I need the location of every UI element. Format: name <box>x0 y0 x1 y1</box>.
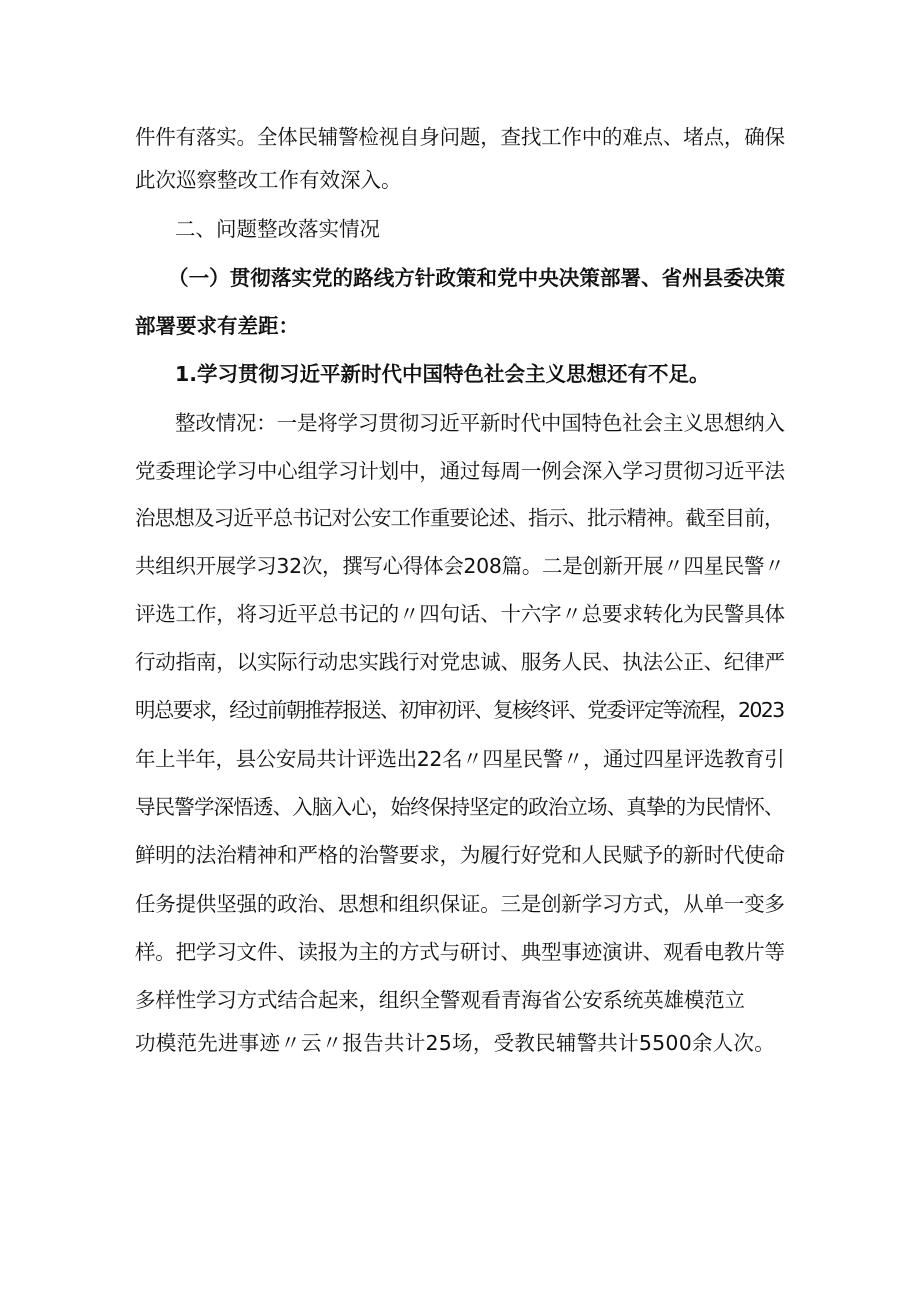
text-line: 党委理论学习中心组学习计划中，通过每周一例会深入学习贯彻习近平法 <box>135 459 785 483</box>
section-heading: 二、问题整改落实情况 <box>175 217 380 241</box>
text-line: 整改情况：一是将学习贯彻习近平新时代中国特色社会主义思想纳入 <box>175 411 785 435</box>
text-line: 多样性学习方式结合起来，组织全警观看青海省公安系统英雄模范立 <box>135 988 745 1012</box>
text-line: 行动指南，以实际行动忠实践行对党忠诚、服务人民、执法公正、纪律严 <box>135 650 785 674</box>
text-line: 评选工作，将习近平总书记的〃四句话、十六字〃总要求转化为民警具体 <box>135 602 785 626</box>
item-heading: 1.学习贯彻习近平新时代中国特色社会主义思想还有不足。 <box>175 362 710 386</box>
text-line: 件件有落实。全体民辅警检视自身问题，查找工作中的难点、堵点，确保 <box>135 125 785 149</box>
text-line: 共组织开展学习32次，撰写心得体会208篇。二是创新开展〃四星民警〃 <box>135 554 785 578</box>
text-line: 年上半年，县公安局共计评选出22名〃四星民警〃，通过四星评选教育引 <box>135 747 785 771</box>
text-line: 明总要求，经过前朝推荐报送、初审初评、复核终评、党委评定等流程，2023 <box>135 698 784 722</box>
text-line: 治思想及习近平总书记对公安工作重要论述、指示、批示精神。截至目前， <box>135 506 784 530</box>
subsection-heading: （一）贯彻落实党的路线方针政策和党中央决策部署、省州县委决策 <box>168 266 786 290</box>
text-line: 此次巡察整改工作有效深入。 <box>135 168 402 192</box>
text-line: 鲜明的法治精神和严格的治警要求，为履行好党和人民赋予的新时代使命 <box>135 843 785 867</box>
text-line: 功模范先进事迹〃云〃报告共计25场，受教民辅警共计5500余人次。 <box>135 1031 776 1055</box>
text-line: 任务提供坚强的政治、思想和组织保证。三是创新学习方式，从单一变多 <box>135 892 785 916</box>
text-line: 样。把学习文件、读报为主的方式与研讨、典型事迹演讲、观看电教片等 <box>135 940 785 964</box>
text-line: 导民警学深悟透、入脑入心，始终保持坚定的政治立场、真挚的为民情怀、 <box>135 795 784 819</box>
subsection-heading: 部署要求有差距： <box>135 314 299 338</box>
